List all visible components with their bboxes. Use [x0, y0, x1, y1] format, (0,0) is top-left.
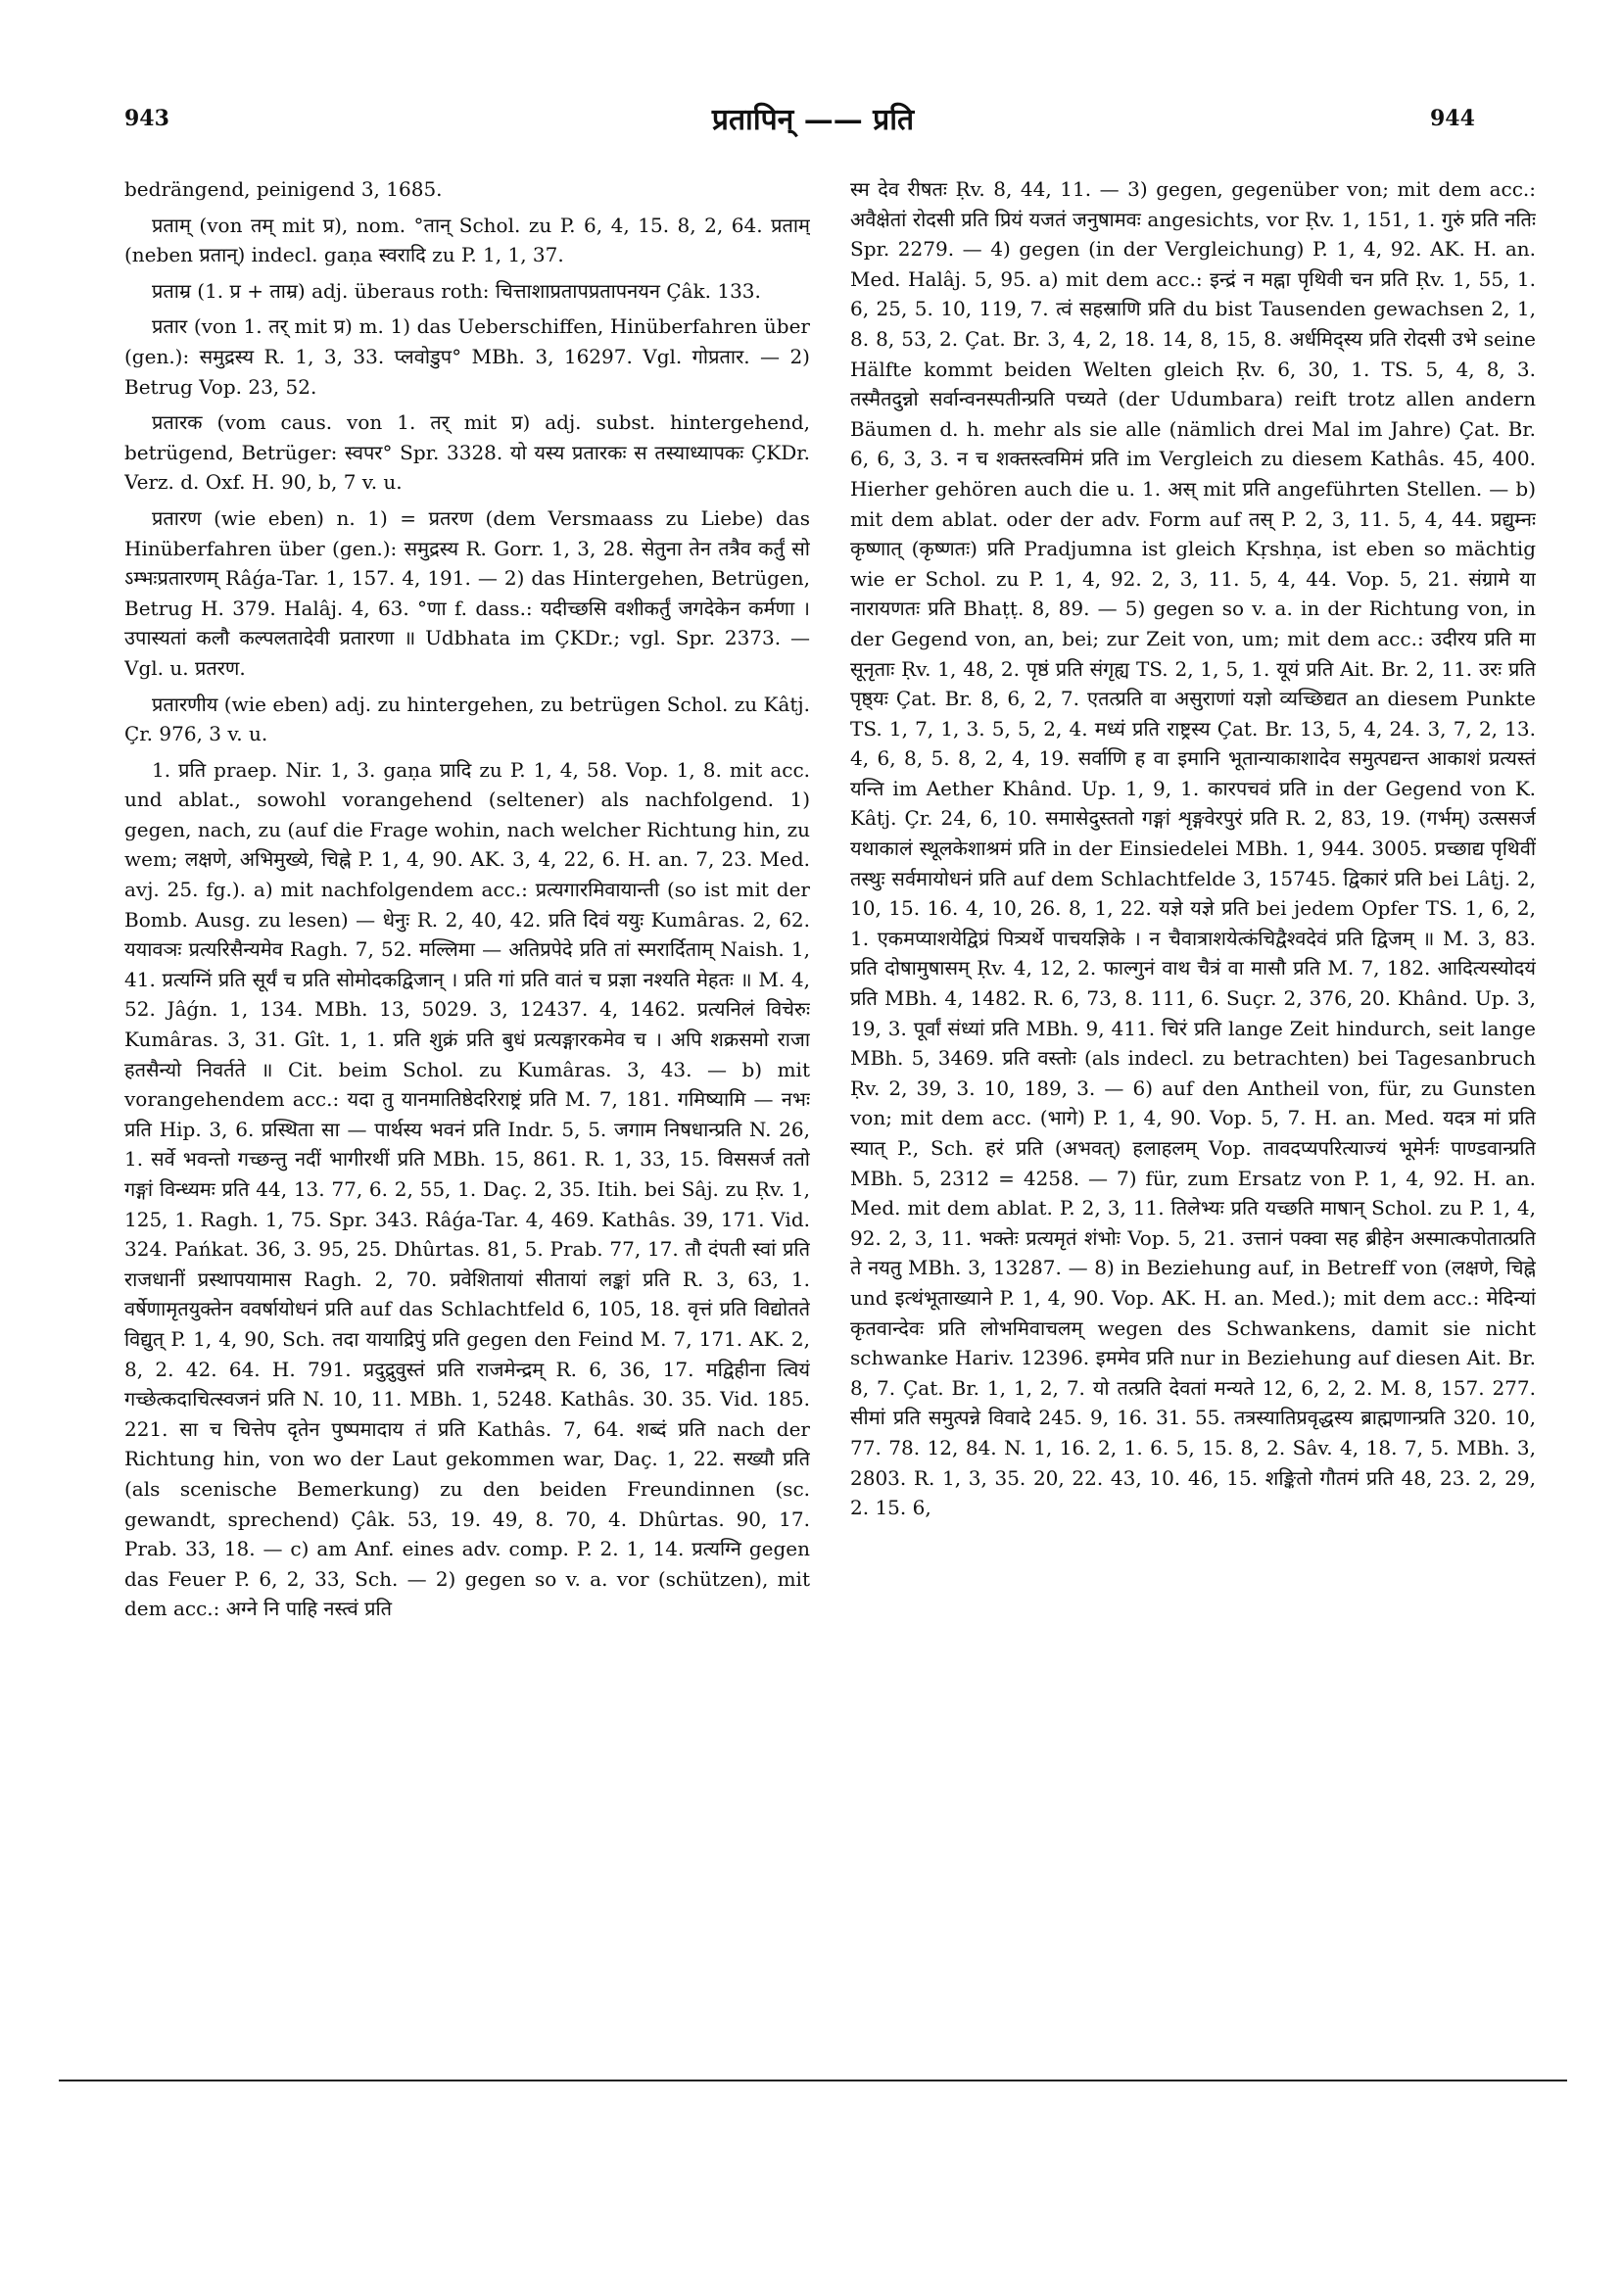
entry-pratarana: प्रतारण (wie eben) n. 1) = प्रतरण (dem Versmaass zu Liebe) das Hinüberfahren über (gen.): समुद्रस्य R. Gorr. 1, 3, 28. सेतुना तेन तत्रैव कर्तुं सो ऽम्भःप्रतारणम् Râǵa-Tar. 1, 157. 4, 191. — 2) das Hintergehen, Betrügen, Betrug H. 379. Halâj. 4, 63. °णा f. dass.: यदीच्छसि वशीकर्तुं जगदेकेन कर्मणा । उपास्यतां कलौ कल्पलतादेवी प्रतारणा ॥ Udbhata im ÇKDr.; vgl. Spr. 2373. — Vgl. u. प्रतरण. — [124, 505, 810, 680]
entry-prati: 1. प्रति praep. Nir. 1, 3. gaṇa प्रादि zu P. 1, 4, 58. Vop. 1, 8. mit acc. und ablat., sowohl vorangehend (seltener) als nachfolgend. 1) gegen, nach, zu (auf die Frage wohin, nach welcher Richtung hin, zu wem; लक्षणे, अभिमुख्ये, चिह्ने P. 1, 4, 90. AK. 3, 4, 22, 6. H. an. 7, 23. Med. avj. 25. fg.). a) mit nachfolgendem acc.: प्रत्यगारमिवायान्ती (so ist mit der Bomb. Ausg. zu lesen) — धेनुः R. 2, 40, 42. प्रति दिवं ययुः Kumâras. 2, 62. ययावञः प्रत्यरिसैन्यमेव Ragh. 7, 52. मल्लिमा — अतिप्रपेदे प्रति तां स्मरार्दिताम् Naish. 1, 41. प्रत्यग्निं प्रति सूर्यं च प्रति सोमोदकद्विजान् । प्रति गां प्रति वातं च प्रज्ञा नश्यति मेहतः ॥ M. 4, 52. Jâǵn. 1, 134. MBh. 13, 5029. 3, 12437. 4, 1462. प्रत्यनिलं विचेरुः Kumâras. 3, 31. Gît. 1, 1. प्रति शुक्रं प्रति बुधं प्रत्यङ्गारकमेव च । अपि शक्रसमो राजा हतसैन्यो निवर्तते ॥ Cit. beim Schol. zu Kumâras. 3, 43. — b) mit vorangehendem acc.: यदा तु यानमातिष्ठेदरिराष्ट्रं प्रति M. 7, 181. गमिष्यामि — नभः प्रति Hip. 3, 6. प्रस्थिता सा — पार्थस्य भवनं प्रति Indr. 5, 5. जगाम निषधान्प्रति N. 26, 1. सर्वे भवन्तो गच्छन्तु नदीं भागीरथीं प्रति MBh. 15, 861. R. 1, 33, 15. विससर्ज ततो गङ्गां विन्ध्यमः प्रति 44, 13. 77, 6. 2, 55, 1. Daç. 2, 35. Itih. bei Sâj. zu Ṛv. 1, 125, 1. Ragh. 1, 75. Spr. 343. Râǵa-Tar. 4, 469. Kathâs. 39, 171. Vid. 324. Pańkat. 36, 3. 95, 25. Dhûrtas. 81, 5. Prab. 77, 17. तौ दंपती स्वां प्रति राजधानीं प्रस्थापयामास Ragh. 2, 70. प्रवेशितायां सीतायां लङ्कां प्रति R. 3, 63, 1. वर्षेणामृतयुक्तेन ववर्षायोधनं प्रति auf das Schlachtfeld 6, 105, 18. वृत्तं प्रति विद्योतते विद्युत् P. 1, 4, 90, Sch. तदा यायाद्रिपुं प्रति gegen den Feind M. 7, 171. AK. 2, 8, 2. 42. 64. H. 791. प्रदुद्रुवुस्तं प्रति राजमेन्द्रम् R. 6, 36, 17. मद्विहीना त्वियं गच्छेत्कदाचित्स्वजनं प्रति N. 10, 11. MBh. 1, 5248. Kathâs. 30. 35. Vid. 185. 221. सा च चित्तेप दृतेन पुष्पमादाय तं प्रति Kathâs. 7, 64. शब्दं प्रति nach der Richtung hin, von wo der Laut gekommen war, Daç. 1, 22. सख्यौ प्रति (als scenische Bemerkung) zu den beiden Freundinnen (sc. gewandt, sprechend) Çâk. 53, 19. 49, 8. 70, 4. Dhûrtas. 90, 17. Prab. 33, 18. — c) am Anf. eines adv. comp. P. 2. 1, 14. प्रत्यग्नि gegen das Feuer P. 6, 2, 33, Sch. — 2) gegen so v. a. vor (schützen), mit dem acc.: अग्ने नि पाहि नस्त्वं प्रति — [124, 757, 810, 1621]
entry-prataraniya: प्रतारणीय (wie eben) adj. zu hintergehen, zu betrügen Schol. zu Kâtj. Çr. 976, 3 v. u. — [124, 692, 810, 746]
entry-pratam: प्रताम् (von तम् mit प्र), nom. °तान् Schol. zu P. 6, 4, 15. 8, 2, 64. प्रताम् (neben प्रतान्) indecl. gaṇa स्वरादि zu P. 1, 1, 37. — [124, 213, 810, 267]
entry-prataraka: प्रतारक (vom caus. von 1. तर् mit प्र) adj. subst. hintergehend, betrügend, Betrüger: स्वपर° Spr. 3328. यो यस्य प्रतारकः स तस्याध्यापकः ÇKDr. Verz. d. Oxf. H. 90, b, 7 v. u. — [124, 410, 810, 495]
running-title: प्रतापिन् —— प्रति — [711, 103, 915, 137]
right-column — [850, 174, 1536, 1996]
page-number-left: 943 — [124, 106, 169, 131]
entry-pratamra: प्रताम्र (1. प्र + ताम्र) adj. überaus roth: चित्ताशाप्रतापप्रतापनयन Çâk. 133. — [152, 278, 761, 303]
bottom-rule — [59, 2080, 1567, 2081]
entry-pratara: प्रतार (von 1. तर् mit प्र) m. 1) das Ueberschiffen, Hinüberfahren über (gen.): समुद्रस्य R. 1, 3, 33. प्लवोडुप° MBh. 3, 16297. Vgl. गोप्रतार. — 2) Betrug Vop. 23, 52. — [124, 314, 810, 399]
left-column — [124, 174, 810, 1996]
entry-line: bedrängend, peinigend 3, 1685. — [124, 177, 443, 201]
entry-prati-continued: स्म देव रीषतः Ṛv. 8, 44, 11. — 3) gegen, gegenüber von; mit dem acc.: अवैक्षेतां रोदसी प्रति प्रियं यजतं जनुषामवः angesichts, vor Ṛv. 1, 151, 1. गुरुं प्रति नतिः Spr. 2279. — 4) gegen (in der Vergleichung) P. 1, 4, 92. AK. H. an. Med. Halâj. 5, 95. a) mit dem acc.: इन्द्रं न मह्ना पृथिवी चन प्रति Ṛv. 1, 55, 1. 6, 25, 5. 10, 119, 7. त्वं सहस्राणि प्रति du bist Tausenden gewachsen 2, 1, 8. 8, 53, 2. Çat. Br. 3, 4, 2, 18. 14, 8, 15, 8. अर्धमिद्स्य प्रति रोदसी उभे seine Hälfte kommt beiden Welten gleich Ṛv. 6, 30, 1. TS. 5, 4, 8, 3. तस्मैतदुन्नो सर्वान्वनस्पतीन्प्रति पच्यते (der Udumbara) reift trotz allen andern Bäumen d. h. mehr als sie alle (nämlich drei Mal im Jahre) Çat. Br. 6, 6, 3, 3. न च शक्तस्त्वमिमं प्रति im Vergleich zu diesem Kathâs. 45, 400. Hierher gehören auch die u. 1. अस् mit प्रति angeführten Stellen. — b) mit dem ablat. oder der adv. Form auf तस् P. 2, 3, 11. 5, 4, 44. प्रद्युम्नः कृष्णात् (कृष्णतः) प्रति Pradjumna ist gleich Kṛshṇa, ist eben so mächtig wie er Schol. zu P. 1, 4, 92. 2, 3, 11. 5, 4, 44. Vop. 5, 21. संग्रामे या नारायणतः प्रति Bhaṭṭ. 8, 89. — 5) gegen so v. a. in der Richtung von, in der Gegend von, an, bei; zur Zeit von, um; mit dem acc.: उदीरय प्रति मा सूनृताः Ṛv. 1, 48, 2. पृष्ठं प्रति संगृह्य TS. 2, 1, 5, 1. यूयं प्रति Ait. Br. 2, 11. उरः प्रति पृष्ठ्यः Çat. Br. 8, 6, 2, 7. एतत्प्रति वा असुराणां यज्ञो व्यच्छिद्यत an diesem Punkte TS. 1, 7, 1, 3. 5, 5, 2, 4. मध्यं प्रति राष्ट्रस्य Çat. Br. 13, 5, 4, 24. 3, 7, 2, 13. 4, 6, 8, 5. 8, 2, 4, 19. सर्वाणि ह वा इमानि भूतान्याकाशादेव समुत्पद्यन्त आकाशं प्रत्यस्तं यन्ति im Aether Khând. Up. 1, 9, 1. कारपचवं प्रति in der Gegend von K. Kâtj. Çr. 24, 6, 10. समासेदुस्ततो गङ्गां शृङ्गवेरपुरं प्रति R. 2, 83, 19. (गर्भम्) उत्ससर्ज यथाकालं स्थूलकेशाश्रमं प्रति in der Einsiedelei MBh. 1, 944. 3005. प्रच्छाद्य पृथिवीं तस्थुः सर्वमायोधनं प्रति auf dem Schlachtfelde 3, 15745. द्विकारं प्रति bei Lâṭj. 2, 10, 15. 16. 4, 10, 26. 8, 1, 22. यज्ञे यज्ञे प्रति bei jedem Opfer TS. 1, 6, 2, 1. एकमप्याशयेद्विप्रं पित्र्यर्थे पाचयज्ञिके । न चैवात्राशयेत्कंचिद्वैश्वदेवं प्रति द्विजम् ॥ M. 3, 83. प्रति दोषामुषासम् Ṛv. 4, 12, 2. फाल्गुनं वाथ चैत्रं वा मासौ प्रति M. 7, 182. आदित्यस्योदयं प्रति MBh. 4, 1482. R. 6, 73, 8. 111, 6. Suçr. 2, 376, 20. Khând. Up. 3, 19, 3. पूर्वां संध्यां प्रति MBh. 9, 411. चिरं प्रति lange Zeit hindurch, seit lange MBh. 5, 3469. प्रति वस्तोः (als indecl. zu betrachten) bei Tagesanbruch Ṛv. 2, 39, 3. 10, 189, 3. — 6) auf den Antheil von, für, zu Gunsten von; mit dem acc. (भागे) P. 1, 4, 90. Vop. 5, 7. H. an. Med. यदत्र मां प्रति स्यात् P., Sch. हरं प्रति (अभवत्) हलाहलम् Vop. तावदप्यपरित्याज्यं भूमेर्नः पाण्डवान्प्रति MBh. 5, 2312 = 4258. — 7) für, zum Ersatz von P. 1, 4, 92. H. an. Med. mit dem ablat. P. 2, 3, 11. तिलेभ्यः प्रति यच्छति माषान् Schol. zu P. 1, 4, 92. 2, 3, 11. भक्तेः प्रत्यमृतं शंभोः Vop. 5, 21. उत्तानं पक्वा सह ब्रीहेन अस्मात्कपोतात्प्रति ते नयतु MBh. 3, 13287. — 8) in Beziehung auf, in Betreff von (लक्षणे, चिह्ने und इत्थंभूताख्याने P. 1, 4, 90. Vop. AK. H. an. Med.); mit dem acc.: मेदिन्यां कृतवान्देवः प्रति लोभमिवाचलम् wegen des Schwankens, damit sie nicht schwanke Hariv. 12396. इममेव प्रति nur in Beziehung auf diesen Ait. Br. 8, 7. Çat. Br. 1, 1, 2, 7. यो तत्प्रति देवतां मन्यते 12, 6, 2, 2. M. 8, 157. 277. सीमां प्रति समुत्पन्ने विवादे 245. 9, 16. 31. 55. तत्रस्यातिप्रवृद्धस्य ब्राह्मणान्प्रति 320. 10, 77. 78. 12, 84. N. 1, 16. 2, 1. 6. 5, 15. 8, 2. Sâv. 4, 18. 7, 5. MBh. 3, 2803. R. 1, 3, 35. 20, 22. 43, 10. 46, 15. शङ्कितो गौतमं प्रति 48, 23. 2, 29, 2. 15. 6, — [850, 177, 1536, 1520]
page-number-right: 944 — [1430, 106, 1475, 131]
page-header — [0, 103, 1622, 145]
